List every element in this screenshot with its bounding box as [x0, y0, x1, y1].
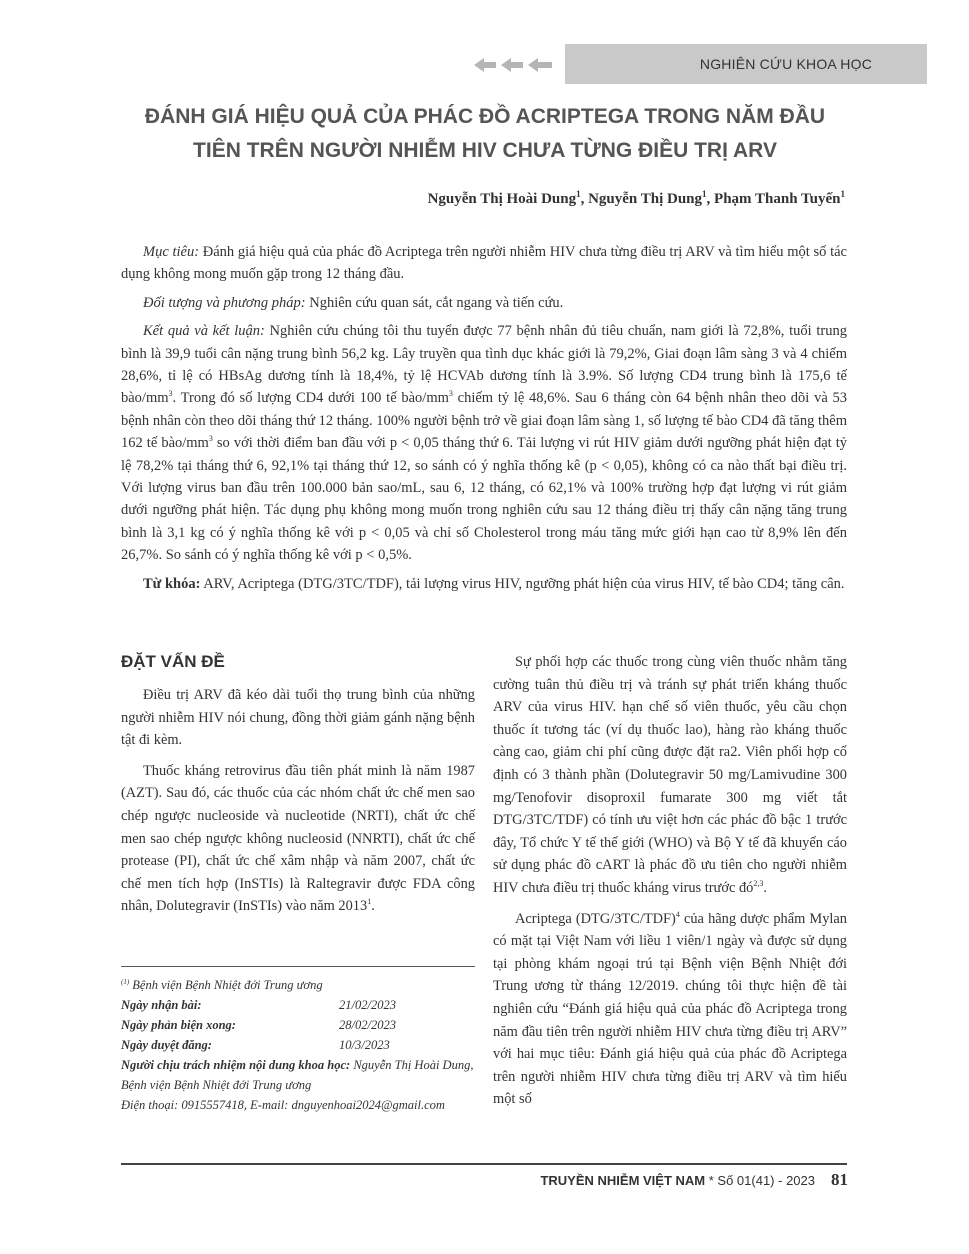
- keywords-text: ARV, Acriptega (DTG/3TC/TDF), tải lượng virus HIV, ngưỡng phát hiện của virus HIV, tế bào CD4; tăng cân.: [200, 575, 845, 592]
- author-affiliation-mark: 1: [702, 189, 707, 199]
- abstract-keywords: [121, 573, 847, 595]
- paragraph-text: .: [763, 879, 767, 896]
- objective-text: Đánh giá hiệu quả của phác đồ Acriptega trên người nhiễm HIV chưa từng điều trị ARV và tìm hiểu một số tác dụng không mong muốn gặp trong 12 tháng đầu.: [121, 244, 847, 283]
- results-text: so với thời điểm ban đầu với p < 0,05 tháng thứ 6. Tải lượng vi rút HIV giảm dưới ngưỡng phát hiện đạt tỷ lệ 78,2% tại tháng thứ 6, 92,1% tại tháng thứ 12, so sánh có ý nghĩa thống kê (p < 0,05), không có ca nào thất bại điều trị. Với lượng virus ban đầu trên 100.000 bản sao/mL, sau 6, 12 tháng, có 62,1% và 100% trường hợp đạt lượng vi rút giảm dưới ngưỡng phát hiện. Tác dụng phụ không mong muốn trong nghiên cứu sau 12 tháng điều trị thấy cân nặng tăng trung bình là 3,1 kg có ý nghĩa thống kê với p < 0,05 và chỉ số Cholesterol trong máu tăng mức giới hạn cao từ 8,9% lên đến 26,7%. So sánh có ý nghĩa thống kê với p < 0,5%.: [121, 435, 847, 564]
- methods-text: Nghiên cứu quan sát, cắt ngang và tiến cứu.: [305, 294, 564, 311]
- article-footnotes: [121, 972, 481, 1115]
- section-header-bar: [565, 44, 927, 84]
- footnote-divider: [121, 966, 475, 967]
- article-title: [100, 100, 870, 168]
- paragraph-text: .: [371, 898, 375, 915]
- author-affiliation-mark: 1: [840, 189, 845, 199]
- results-label: Kết quả và kết luận:: [143, 323, 265, 340]
- left-column: [121, 684, 475, 926]
- section-label: NGHIÊN CỨU KHOA HỌC: [699, 56, 872, 72]
- citation-mark: 2,3: [753, 879, 764, 889]
- results-text: . Trong đó số lượng CD4 dưới 100 tế bào/mm: [172, 390, 449, 407]
- issue-number: Số 01(41) - 2023: [717, 1173, 815, 1188]
- unit-exponent: 3: [448, 389, 453, 399]
- unit-exponent: 3: [208, 434, 213, 444]
- abstract-objective: [121, 241, 847, 286]
- footer-divider: [121, 1163, 847, 1165]
- reviewed-label: Ngày phản biện xong:: [121, 1018, 236, 1033]
- abstract-results: [121, 320, 847, 566]
- paragraph-text: của hãng dược phẩm Mylan có mặt tại Việt Nam với liều 1 viên/1 ngày và được sử dụng tại phòng khám ngoại trú tại Bệnh viện Bệnh Nhiệt đới Trung ương từ tháng 12/2019. chúng tôi thực hiện đề tài nghiên cứu “Đánh giá hiệu quả của phác đồ Acriptega trong năm đầu tiên trên người nhiễm HIV chưa từng điều trị ARV” với hai mục tiêu: Đánh giá hiệu quả của phác đồ Acriptega trên người nhiễm HIV chưa từng điều trị ARV và tìm hiểu một số: [493, 910, 848, 1108]
- abstract: [121, 241, 847, 601]
- reviewed-row: [121, 1015, 481, 1035]
- triple-left-arrow-icon: [474, 55, 554, 75]
- paragraph: [121, 760, 475, 918]
- affiliation-text: Bệnh viện Bệnh Nhiệt đới Trung ương: [129, 978, 323, 993]
- section-heading: ĐẶT VẤN ĐỀ: [121, 652, 225, 671]
- affiliation-mark: (1): [121, 978, 130, 986]
- citation-mark: 1: [367, 897, 372, 907]
- abstract-methods: [121, 292, 847, 314]
- received-row: [121, 995, 481, 1015]
- footer-star: *: [705, 1173, 718, 1188]
- affiliation-note: [121, 972, 481, 995]
- unit-exponent: 3: [168, 389, 173, 399]
- title-line-1: ĐÁNH GIÁ HIỆU QUẢ CỦA PHÁC ĐỒ ACRIPTEGA TRONG NĂM ĐẦU: [144, 105, 826, 128]
- journal-name: TRUYỀN NHIỄM VIỆT NAM: [540, 1173, 706, 1188]
- title-line-2: TIÊN TRÊN NGƯỜI NHIỄM HIV CHƯA TỪNG ĐIỀU TRỊ ARV: [193, 139, 777, 162]
- author-separator: ,: [706, 191, 715, 207]
- reviewed-date: 28/02/2023: [339, 1018, 396, 1033]
- received-label: Ngày nhận bài:: [121, 998, 202, 1013]
- accepted-row: [121, 1035, 481, 1055]
- author-affiliation-mark: 1: [576, 189, 581, 199]
- author-name: Phạm Thanh Tuyến: [714, 191, 841, 207]
- paragraph: [493, 651, 847, 900]
- author-separator: ,: [580, 191, 589, 207]
- author-name: Nguyễn Thị Dung: [588, 191, 703, 207]
- received-date: 21/02/2023: [339, 998, 396, 1013]
- page-number: 81: [831, 1170, 848, 1189]
- results-text: chiếm tỷ lệ 48,6%. Sau 6 tháng còn 64 bệnh nhân theo dõi và 53 bệnh nhân còn theo dõi tháng thứ 12 tháng. 100% người bệnh trở về giai đoạn lâm sàng 1, số lượng tế bào CD4 đã tăng thêm 162 tế bào/mm: [121, 390, 848, 452]
- methods-label: Đối tượng và phương pháp:: [143, 294, 306, 311]
- citation-mark: 4: [675, 909, 680, 919]
- responsible-text: Nguyễn Thị Hoài Dung, Bệnh viện Bệnh Nhiệt đới Trung ương: [121, 1058, 474, 1093]
- paragraph-text: Acriptega (DTG/3TC/TDF): [515, 910, 676, 927]
- accepted-date: 10/3/2023: [339, 1038, 390, 1053]
- paragraph-text: Sự phối hợp các thuốc trong cùng viên thuốc nhằm tăng cường tuân thủ điều trị và tránh sự phát triển kháng thuốc ARV của virus HIV. hạn chế số viên thuốc, yêu cầu chọn thuốc ít tương tác (ví dụ thuốc lao), hàng rào kháng thuốc càng cao, giảm chi phí cũng được đặt ra2. Viên phối hợp cố định có 3 thành phần (Dolutegravir 50 mg/Lamivudine 300 mg/Tenofovir disoproxil fumarate 300 mg viết tắt DTG/3TC/TDF) có tính ưu việt hơn các phác đồ bậc 1 trước đây, Tổ chức Y tế thế giới (WHO) và Bộ Y tế đã khuyến cáo sử dụng phác đồ cART là phác đồ ưu tiên cho người nhiễm HIV chưa điều trị thuốc kháng virus trước đó: [493, 654, 847, 896]
- objective-label: Mục tiêu:: [143, 244, 200, 260]
- responsible-label: Người chịu trách nhiệm nội dung khoa học:: [121, 1058, 351, 1073]
- author-name: Nguyễn Thị Hoài Dung: [427, 191, 577, 207]
- page-footer: [470, 1170, 848, 1190]
- paragraph-text: Thuốc kháng retrovirus đầu tiên phát minh là năm 1987 (AZT). Sau đó, các thuốc của các nhóm chất ức chế men sao chép ngược nucleoside và nucleotide (NRTI), chất ức chế men sao chép ngược không nucleosid (NNRTI), chất ức chế protease (PI), chất ức chế xâm nhập và năm 2007, chất ức chế men tích hợp (InSTIs) là Raltegravir được FDA công nhân, Dolutegravir (InSTIs) vào năm 2013: [121, 762, 475, 915]
- author-list: [428, 189, 845, 208]
- keywords-label: Từ khóa:: [143, 575, 201, 592]
- paragraph: Điều trị ARV đã kéo dài tuổi thọ trung bình của những người nhiễm HIV nói chung, đồng thời giảm gánh nặng bệnh tật đi kèm.: [121, 687, 475, 749]
- results-text: Nghiên cứu chúng tôi thu tuyển được 77 bệnh nhân đủ tiêu chuẩn, nam giới là 72,8%, tuổi trung bình là 39,9 tuổi cân nặng trung bình 56,2 kg. Lây truyền qua tình dục khác giới là 79,2%, Giai đoạn lâm sàng 3 và 4 chiếm 28,6%, tỉ lệ có HBsAg dương tính là 18,4%, tỷ lệ HCVAb dương tính là 3.9%. Số lượng CD4 trung bình là 175,6 tế bào/mm: [121, 323, 847, 407]
- paragraph: [493, 908, 847, 1111]
- contact-note: Điện thoại: 0915557418, E-mail: dnguyenhoai2024@gmail.com: [121, 1098, 445, 1113]
- right-column: [493, 651, 847, 1119]
- accepted-label: Ngày duyệt đăng:: [121, 1038, 212, 1053]
- responsible-note: [121, 1055, 481, 1095]
